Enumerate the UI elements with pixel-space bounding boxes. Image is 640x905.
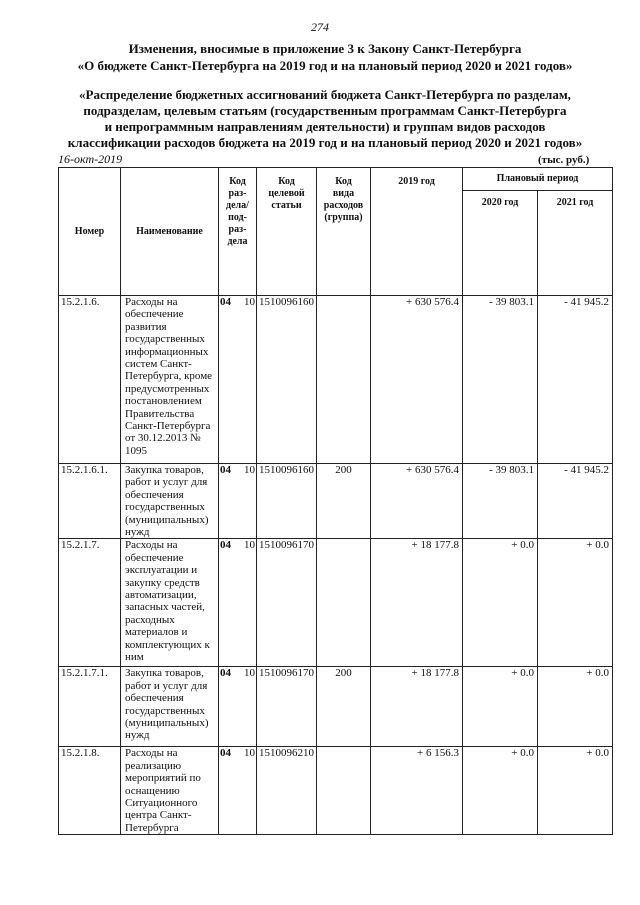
value-text: - 41 945.2: [564, 296, 610, 308]
row-name-line: Расходы на: [125, 296, 178, 308]
row-value-2019: [371, 464, 463, 539]
value-text: + 0.0: [511, 747, 534, 760]
row-value-2021: [538, 667, 613, 747]
row-razdel-code: [219, 464, 257, 539]
row-name-line: государственных: [125, 704, 205, 717]
row-name-line: нужд: [125, 729, 150, 742]
row-razdel-code: [219, 539, 257, 667]
header-vid-line: расходов: [323, 200, 364, 211]
row-celevaya-code: 1510096170: [257, 667, 317, 747]
document-subtitle: [40, 87, 610, 151]
row-name-line: реализацию: [125, 759, 182, 772]
row-name-line: закупку средств: [125, 576, 200, 589]
row-name-line: автоматизации,: [125, 589, 197, 602]
row-name-line: обеспечения: [125, 692, 184, 705]
table-row: [59, 747, 613, 835]
header-razdel-line: раз-: [228, 188, 247, 199]
row-name-line: работ и услуг для: [125, 476, 208, 489]
row-name-line: комплектующих к: [125, 638, 210, 651]
header-name: Наименование: [121, 168, 219, 296]
razdel-code: 04: [220, 747, 231, 760]
row-name-line: расходных: [125, 613, 175, 626]
row-number: 15.2.1.7.: [59, 539, 121, 667]
row-name-line: Закупка товаров,: [125, 667, 204, 680]
subtitle-line-2: подразделам, целевым статьям (государственным программам Санкт-Петербурга: [83, 103, 567, 118]
header-razdel-line: дела/: [226, 200, 249, 211]
row-name-line: Санкт-Петербурга: [125, 420, 211, 433]
subtitle-line-4: классификации расходов бюджета на 2019 год и на плановый период 2020 и 2021 годов»: [67, 135, 583, 150]
row-razdel-code: [219, 747, 257, 835]
podrazdel-code: 10: [244, 464, 255, 476]
row-name-line: от 30.12.2013 №: [125, 432, 201, 445]
razdel-code: 04: [220, 296, 231, 308]
header-razdel: [219, 168, 257, 296]
value-text: + 0.0: [586, 747, 610, 760]
header-2020: 2020 год: [463, 191, 538, 296]
row-vid-code: 200: [317, 667, 371, 747]
header-plan-period: Плановый период: [463, 168, 613, 191]
row-celevaya-code: 1510096170: [257, 539, 317, 667]
row-value-2019: [371, 539, 463, 667]
row-name-line: постановлением: [125, 395, 202, 408]
podrazdel-code: 10: [244, 539, 255, 552]
header-razdel-line: дела: [227, 236, 248, 247]
row-name-line: (муниципальных): [125, 717, 209, 730]
row-name-line: информационных: [125, 345, 209, 358]
row-value-2019: [371, 747, 463, 835]
row-name-line: материалов и: [125, 626, 188, 639]
row-celevaya-code: 1510096160: [257, 296, 317, 464]
row-number: 15.2.1.8.: [59, 747, 121, 835]
value-text: - 39 803.1: [489, 296, 534, 308]
row-celevaya-code: 1510096160: [257, 464, 317, 539]
row-vid-code: [317, 539, 371, 667]
row-razdel-code: [219, 667, 257, 747]
row-name-line: обеспечения: [125, 488, 184, 501]
value-text: + 630 576.4: [406, 464, 459, 476]
row-value-2021: [538, 464, 613, 539]
value-text: + 18 177.8: [411, 667, 459, 680]
row-value-2021: [538, 296, 613, 464]
row-value-2019: [371, 667, 463, 747]
document-date: 16-окт-2019: [58, 152, 123, 166]
row-name-line: Правительства: [125, 407, 195, 420]
row-name-line: развития: [125, 320, 167, 333]
row-vid-code: [317, 747, 371, 835]
budget-table: [58, 167, 613, 835]
row-name-line: систем Санкт-: [125, 358, 192, 371]
header-2021: 2021 год: [538, 191, 613, 296]
razdel-code: 04: [220, 464, 231, 476]
subtitle-line-1: «Распределение бюджетных ассигнований бюджета Санкт-Петербурга по разделам,: [79, 87, 571, 102]
row-name-line: центра Санкт-: [125, 809, 192, 822]
value-text: + 630 576.4: [406, 296, 459, 308]
razdel-code: 04: [220, 539, 231, 552]
header-razdel-line: раз-: [228, 224, 247, 235]
table-row: [59, 667, 613, 747]
header-vid-line: (группа): [324, 212, 363, 223]
row-value-2021: [538, 539, 613, 667]
row-name-line: работ и услуг для: [125, 679, 208, 692]
header-razdel-line: Код: [229, 176, 246, 187]
row-name-line: Петербурга, кроме: [125, 370, 213, 383]
table-row: [59, 539, 613, 667]
row-vid-code: 200: [317, 464, 371, 539]
row-celevaya-code: 1510096210: [257, 747, 317, 835]
title-line-1: Изменения, вносимые в приложение 3 к Закону Санкт-Петербурга: [128, 41, 522, 56]
row-razdel-code: [219, 296, 257, 464]
value-text: + 0.0: [586, 539, 610, 552]
row-value-2019: [371, 296, 463, 464]
row-name-line: Расходы на: [125, 539, 178, 552]
row-name-line: ним: [125, 651, 144, 664]
row-name-line: государственных: [125, 333, 205, 346]
podrazdel-code: 10: [244, 667, 255, 680]
row-name-line: предусмотренных: [125, 382, 210, 395]
value-text: + 0.0: [511, 539, 534, 552]
row-value-2021: [538, 747, 613, 835]
header-celevaya-line: статьи: [271, 200, 302, 211]
row-name-line: государственных: [125, 501, 205, 514]
row-name: [121, 667, 219, 747]
row-name: [121, 464, 219, 539]
razdel-code: 04: [220, 667, 231, 680]
row-value-2020: [463, 667, 538, 747]
row-name: [121, 539, 219, 667]
row-name-line: Петербурга: [125, 821, 179, 834]
row-name: [121, 296, 219, 464]
row-number: 15.2.1.7.1.: [59, 667, 121, 747]
row-name-line: Закупка товаров,: [125, 464, 204, 476]
header-vid-line: вида: [332, 188, 355, 199]
value-text: + 0.0: [586, 667, 610, 680]
row-name-line: мероприятий по: [125, 772, 201, 785]
header-vid: [317, 168, 371, 296]
row-vid-code: [317, 296, 371, 464]
value-text: + 18 177.8: [411, 539, 459, 552]
row-name-line: (муниципальных): [125, 513, 209, 526]
units-label: (тыс. руб.): [538, 154, 590, 166]
table-row: [59, 464, 613, 539]
header-celevaya: [257, 168, 317, 296]
value-text: - 41 945.2: [564, 464, 610, 476]
header-vid-line: Код: [335, 176, 352, 187]
row-name-line: Ситуационного: [125, 797, 198, 810]
row-name-line: 1095: [125, 444, 147, 457]
row-value-2020: [463, 464, 538, 539]
header-celevaya-line: Код: [278, 176, 295, 187]
row-number: 15.2.1.6.: [59, 296, 121, 464]
title-line-2: «О бюджете Санкт-Петербурга на 2019 год и на плановый период 2020 и 2021 годов»: [77, 58, 573, 73]
row-name-line: обеспечение: [125, 308, 184, 321]
row-value-2020: [463, 539, 538, 667]
row-name-line: эксплуатации и: [125, 564, 198, 577]
header-2019: 2019 год: [371, 168, 463, 296]
document-title: [40, 40, 610, 74]
header-celevaya-line: целевой: [268, 188, 305, 199]
row-name-line: нужд: [125, 526, 150, 539]
row-value-2020: [463, 296, 538, 464]
podrazdel-code: 10: [244, 296, 255, 308]
header-number: Номер: [59, 168, 121, 296]
row-name: [121, 747, 219, 835]
row-name-line: Расходы на: [125, 747, 178, 760]
header-razdel-line: под-: [228, 212, 247, 223]
row-name-line: запасных частей,: [125, 601, 205, 614]
row-name-line: оснащению: [125, 784, 180, 797]
value-text: + 0.0: [511, 667, 534, 680]
table-row: [59, 296, 613, 464]
row-name-line: обеспечение: [125, 551, 184, 564]
subtitle-line-3: и непрограммным направлениям деятельности) и группам видов расходов: [104, 119, 546, 134]
row-value-2020: [463, 747, 538, 835]
page-number: 274: [311, 20, 329, 34]
value-text: - 39 803.1: [489, 464, 534, 476]
podrazdel-code: 10: [244, 747, 255, 760]
value-text: + 6 156.3: [417, 747, 459, 760]
row-number: 15.2.1.6.1.: [59, 464, 121, 539]
